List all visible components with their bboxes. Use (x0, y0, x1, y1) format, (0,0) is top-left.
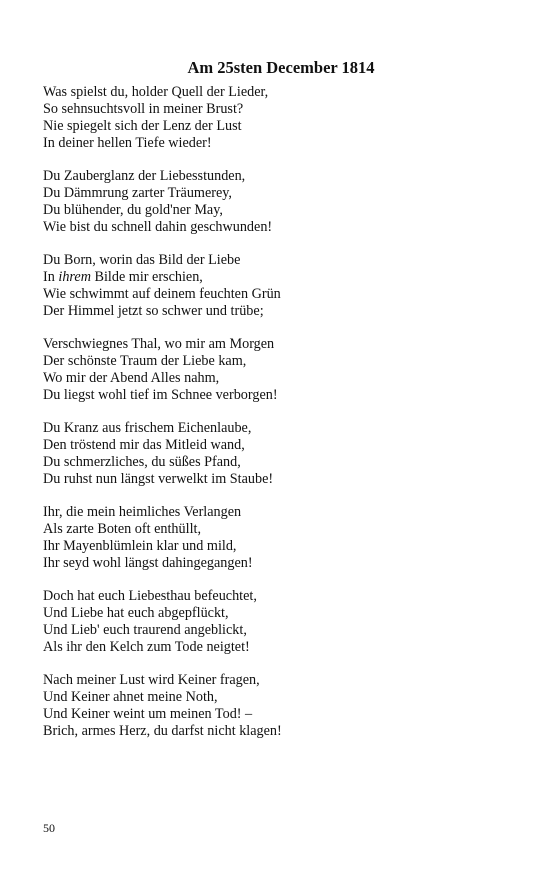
poem-line: Was spielst du, holder Quell der Lieder, (43, 84, 269, 100)
poem-line: Du ruhst nun längst verwelkt im Staube! (43, 471, 274, 487)
poem-line: Wie schwimmt auf deinem feuchten Grün (43, 286, 281, 302)
poem-line: Und Keiner ahnet meine Noth, (43, 689, 218, 705)
poem-line: Als ihr den Kelch zum Tode neigtet! (43, 639, 250, 655)
stanza-7 (43, 588, 513, 656)
poem-line: In deiner hellen Tiefe wieder! (43, 135, 212, 151)
poem-line: Wo mir der Abend Alles nahm, (43, 370, 220, 386)
poem-line: Du schmerzliches, du süßes Pfand, (43, 454, 241, 470)
stanza-4 (43, 336, 513, 404)
stanza-6 (43, 504, 513, 572)
poem-line: Du Zauberglanz der Liebesstunden, (43, 168, 246, 184)
poem-line: Du liegst wohl tief im Schnee verborgen! (43, 387, 278, 403)
poem-line: Du Kranz aus frischem Eichenlaube, (43, 420, 252, 436)
stanza-3 (43, 252, 513, 320)
stanza-5 (43, 420, 513, 488)
poem-body (43, 84, 513, 756)
stanza-1 (43, 84, 513, 152)
poem-line: Als zarte Boten oft enthüllt, (43, 521, 201, 537)
stanza-2 (43, 168, 513, 236)
poem-line: Du blühender, du gold'ner May, (43, 202, 223, 218)
poem-line: Du Dämmrung zarter Träumerey, (43, 185, 232, 201)
poem-line: Du Born, worin das Bild der Liebe (43, 252, 241, 268)
line-text-after: Bilde mir erschien, (90, 269, 203, 285)
poem-title: Am 25sten December 1814 (187, 58, 375, 77)
poem-line: Ihr seyd wohl längst dahingegangen! (43, 555, 253, 571)
poem-line: Und Keiner weint um meinen Tod! – (43, 706, 253, 722)
poem-line: Und Lieb' euch traurend angeblickt, (43, 622, 247, 638)
line-text-before: In (43, 269, 59, 285)
poem-line: Und Liebe hat euch abgepflückt, (43, 605, 229, 621)
poem-line: Ihr Mayenblümlein klar und mild, (43, 538, 237, 554)
poem-line: Nach meiner Lust wird Keiner fragen, (43, 672, 260, 688)
poem-line: Den tröstend mir das Mitleid wand, (43, 437, 245, 453)
poem-line: Brich, armes Herz, du darfst nicht klagen! (43, 723, 282, 739)
poem-line: Doch hat euch Liebesthau befeuchtet, (43, 588, 257, 604)
poem-line: Nie spiegelt sich der Lenz der Lust (43, 118, 242, 134)
poem-line: Der schönste Traum der Liebe kam, (43, 353, 247, 369)
poem-line: Verschwiegnes Thal, wo mir am Morgen (43, 336, 275, 352)
poem-line-with-emphasis (43, 269, 513, 286)
stanza-8 (43, 672, 513, 740)
poem-line: Der Himmel jetzt so schwer und trübe; (43, 303, 264, 319)
poem-line: So sehnsuchtsvoll in meiner Brust? (43, 101, 244, 117)
poem-line: Ihr, die mein heimliches Verlangen (43, 504, 242, 520)
emphasized-word: ihrem (58, 269, 91, 285)
poem-line: Wie bist du schnell dahin geschwunden! (43, 219, 273, 235)
page-number: 50 (43, 821, 55, 835)
